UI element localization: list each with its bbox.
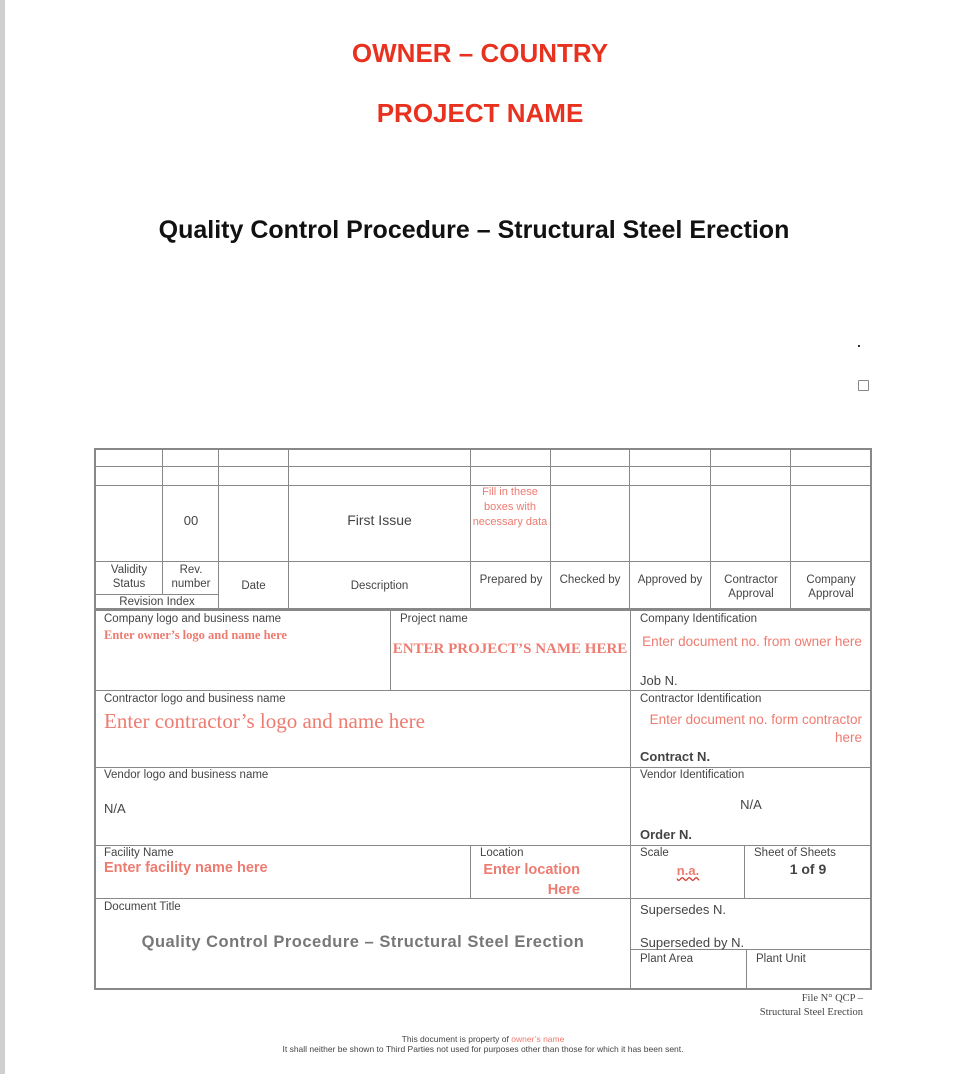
company-id-label: Company Identification xyxy=(640,613,757,625)
document-title-value: Quality Control Procedure – Structural Steel Erection xyxy=(141,933,585,951)
stray-dot xyxy=(858,345,860,347)
scale-value: n.a. xyxy=(676,863,700,878)
disclaimer-text: It shall neither be shown to Third Parties not used for purposes other than those for which it has been sent. xyxy=(282,1044,684,1054)
property-owner: owner’s name xyxy=(511,1034,565,1044)
vendor-id-value: N/A xyxy=(740,797,762,812)
col-validity-status: Validity Status xyxy=(110,564,148,590)
vendor-id-label: Vendor Identification xyxy=(640,769,745,781)
order-number-label: Order N. xyxy=(640,827,693,842)
company-logo-placeholder[interactable]: Enter owner’s logo and name here xyxy=(104,628,287,642)
owner-country-title: OWNER – COUNTRY xyxy=(351,38,609,68)
col-rev-number: Rev. number xyxy=(171,564,211,590)
col-approved-by: Approved by xyxy=(637,574,703,586)
scale-label: Scale xyxy=(640,847,669,859)
page-left-edge xyxy=(0,0,5,1074)
description-value: First Issue xyxy=(347,512,412,528)
revision-index-label: Revision Index xyxy=(119,596,195,608)
document-main-title: Quality Control Procedure – Structural Steel Erection xyxy=(158,216,790,244)
job-number-label: Job N. xyxy=(640,673,678,688)
vendor-logo-label: Vendor logo and business name xyxy=(104,769,269,781)
supersedes-label: Supersedes N. xyxy=(640,902,726,917)
col-description: Description xyxy=(350,580,409,592)
project-name-placeholder[interactable]: ENTER PROJECT’S NAME HERE xyxy=(392,641,628,657)
document-title-label: Document Title xyxy=(104,901,181,913)
contractor-id-placeholder[interactable]: Enter document no. form contractor here xyxy=(649,712,862,745)
fill-in-note: Fill in these boxes with necessary data xyxy=(472,486,548,528)
property-prefix: This document is property of xyxy=(401,1034,509,1044)
vendor-logo-value: N/A xyxy=(104,801,126,816)
file-number-line-1: File N° QCP – xyxy=(801,993,863,1004)
col-contractor-approval: Contractor Approval xyxy=(724,574,778,600)
location-label: Location xyxy=(480,847,524,859)
sheet-of-sheets-value: 1 of 9 xyxy=(789,861,827,877)
checkbox-icon[interactable] xyxy=(858,380,869,391)
rev-number-value: 00 xyxy=(183,513,199,528)
project-name-label: Project name xyxy=(400,613,468,625)
contract-number-label: Contract N. xyxy=(640,749,711,764)
location-placeholder[interactable]: Enter location Here xyxy=(483,862,580,898)
contractor-logo-label: Contractor logo and business name xyxy=(104,693,286,705)
property-notice xyxy=(0,1034,960,1044)
contractor-id-label: Contractor Identification xyxy=(640,693,762,705)
plant-unit-label: Plant Unit xyxy=(756,953,806,965)
facility-name-label: Facility Name xyxy=(104,847,174,859)
superseded-by-label: Superseded by N. xyxy=(640,935,745,950)
col-date: Date xyxy=(241,580,266,592)
company-logo-label: Company logo and business name xyxy=(104,613,282,625)
col-checked-by: Checked by xyxy=(559,574,621,586)
col-prepared-by: Prepared by xyxy=(479,574,543,586)
col-company-approval: Company Approval xyxy=(806,574,856,600)
sheet-of-sheets-label: Sheet of Sheets xyxy=(754,847,836,859)
file-number xyxy=(760,992,863,1020)
facility-name-placeholder[interactable]: Enter facility name here xyxy=(104,860,268,876)
project-name-title: PROJECT NAME xyxy=(376,98,584,128)
contractor-logo-placeholder[interactable]: Enter contractor’s logo and name here xyxy=(104,709,425,733)
plant-area-label: Plant Area xyxy=(640,953,694,965)
file-number-line-2: Structural Steel Erection xyxy=(759,1007,863,1018)
company-id-placeholder[interactable]: Enter document no. from owner here xyxy=(642,634,862,649)
